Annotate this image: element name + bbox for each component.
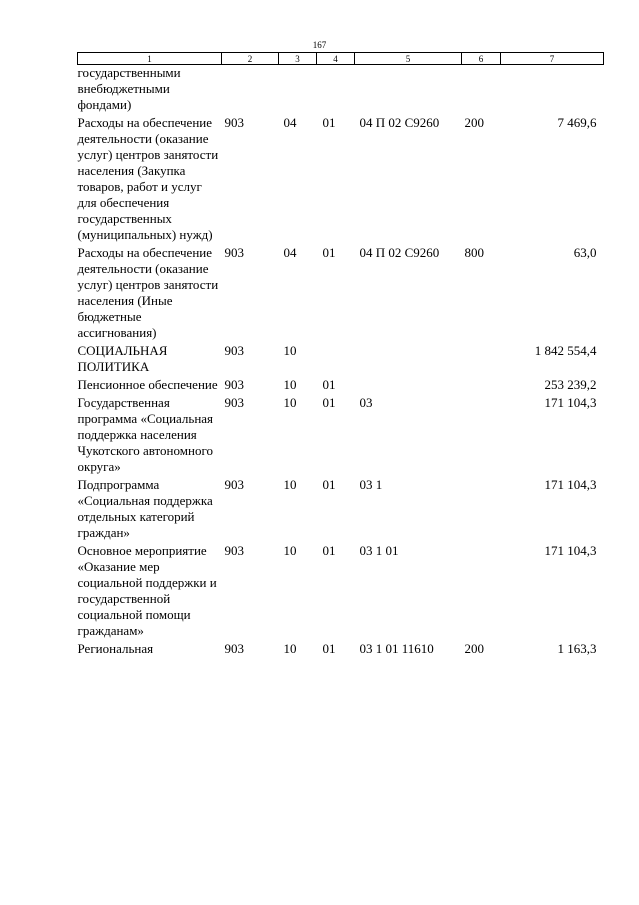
- cell-target-article: 04 П 02 С9260: [359, 115, 440, 130]
- cell-amount: [501, 65, 604, 116]
- cell-section: 04: [283, 115, 297, 130]
- table-row: [78, 115, 604, 245]
- header-col-6: 6: [462, 53, 501, 65]
- cell-section: 10: [283, 395, 297, 410]
- cell-amount: 63,0: [573, 245, 597, 260]
- header-col-7: 7: [501, 53, 604, 65]
- table-row: [78, 543, 604, 641]
- cell-section: 04: [283, 245, 297, 260]
- header-col-4: 4: [317, 53, 355, 65]
- cell-target-article: 03 1 01 11610: [359, 641, 434, 656]
- cell-admin-code: 903: [224, 115, 244, 130]
- cell-amount: 171 104,3: [544, 477, 597, 492]
- cell-expense-type: [462, 377, 501, 395]
- row-name: Региональная: [77, 641, 154, 656]
- cell-subsection: 01: [322, 477, 336, 492]
- table-row: [78, 477, 604, 543]
- cell-expense-type: 800: [464, 245, 484, 260]
- table-row: [78, 343, 604, 377]
- table-row: [78, 65, 604, 116]
- budget-table: [77, 52, 604, 659]
- cell-subsection: 01: [322, 395, 336, 410]
- cell-amount: 1 163,3: [557, 641, 597, 656]
- row-name: Пенсионное обеспечение: [77, 377, 218, 392]
- cell-target-article: [355, 377, 462, 395]
- cell-admin-code: 903: [224, 343, 244, 358]
- cell-expense-type: [462, 343, 501, 377]
- cell-admin-code: 903: [224, 477, 244, 492]
- cell-admin-code: 903: [224, 395, 244, 410]
- row-name: Расходы на обеспечение деятельности (оказание услуг) центров занятости населения (Закупка товаров, работ и услуг для обеспечения государственных (муниципальных) нужд): [77, 115, 219, 242]
- cell-subsection: 01: [322, 641, 336, 656]
- cell-section: 10: [283, 543, 297, 558]
- cell-subsection: 01: [322, 115, 336, 130]
- cell-expense-type: [462, 543, 501, 641]
- cell-expense-type: 200: [464, 115, 484, 130]
- cell-admin-code: 903: [224, 377, 244, 392]
- cell-amount: 171 104,3: [544, 395, 597, 410]
- row-name: Государственная программа «Социальная поддержка населения Чукотского автономного округа»: [77, 395, 214, 474]
- cell-expense-type: [462, 477, 501, 543]
- cell-subsection: 01: [322, 543, 336, 558]
- cell-section: 10: [283, 477, 297, 492]
- cell-section: 10: [283, 343, 297, 358]
- cell-expense-type: [462, 65, 501, 116]
- page-number: 167: [312, 40, 327, 50]
- cell-amount: 253 239,2: [544, 377, 597, 392]
- cell-subsection: [317, 65, 355, 116]
- row-name: государственными внебюджетными фондами): [77, 65, 181, 112]
- header-col-1: 1: [78, 53, 222, 65]
- cell-expense-type: [462, 395, 501, 477]
- table-row: [78, 245, 604, 343]
- cell-target-article: 03: [359, 395, 373, 410]
- cell-section: 10: [283, 641, 297, 656]
- cell-target-article: 03 1 01: [359, 543, 399, 558]
- cell-admin-code: 903: [224, 641, 244, 656]
- cell-subsection: 01: [322, 245, 336, 260]
- table-row: [78, 377, 604, 395]
- cell-expense-type: 200: [464, 641, 484, 656]
- row-name: Подпрограмма «Социальная поддержка отдельных категорий граждан»: [77, 477, 213, 540]
- table-body: [78, 65, 604, 660]
- cell-target-article: 03 1: [359, 477, 383, 492]
- table-row: [78, 395, 604, 477]
- table-header: [78, 53, 604, 65]
- cell-subsection: 01: [322, 377, 336, 392]
- cell-admin-code: [222, 65, 279, 116]
- table-row: [78, 641, 604, 659]
- cell-admin-code: 903: [224, 245, 244, 260]
- cell-target-article: [355, 343, 462, 377]
- cell-amount: 1 842 554,4: [534, 343, 597, 358]
- cell-amount: 7 469,6: [557, 115, 597, 130]
- cell-target-article: [355, 65, 462, 116]
- header-col-3: 3: [279, 53, 317, 65]
- header-col-5: 5: [355, 53, 462, 65]
- cell-section: [279, 65, 317, 116]
- cell-admin-code: 903: [224, 543, 244, 558]
- cell-section: 10: [283, 377, 297, 392]
- row-name: Основное мероприятие «Оказание мер социальной поддержки и государственной социальной помощи гражданам»: [77, 543, 217, 638]
- cell-amount: 171 104,3: [544, 543, 597, 558]
- row-name: СОЦИАЛЬНАЯ ПОЛИТИКА: [77, 343, 168, 374]
- row-name: Расходы на обеспечение деятельности (оказание услуг) центров занятости населения (Иные бюджетные ассигнования): [77, 245, 219, 340]
- cell-subsection: [317, 343, 355, 377]
- header-col-2: 2: [222, 53, 279, 65]
- cell-target-article: 04 П 02 С9260: [359, 245, 440, 260]
